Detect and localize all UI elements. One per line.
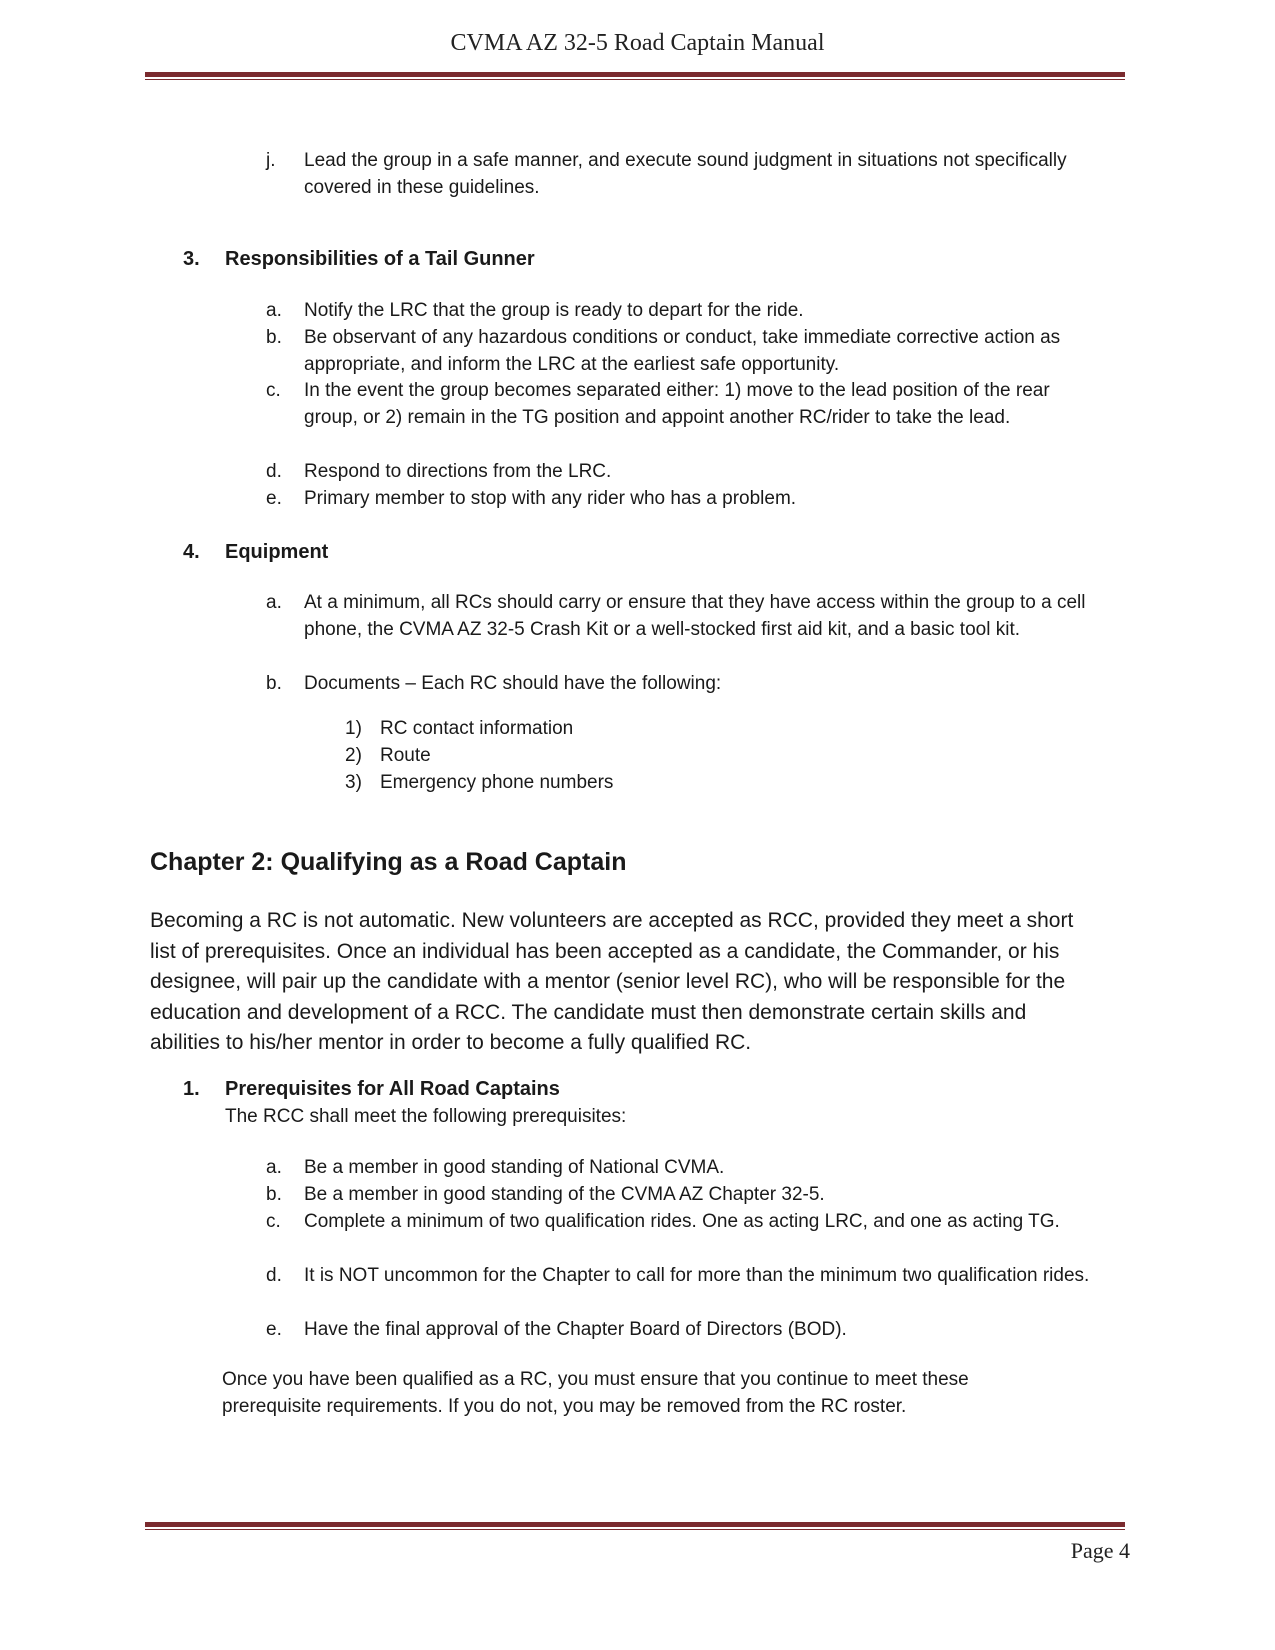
footer-rule: [145, 1522, 1125, 1530]
section-title: Prerequisites for All Road Captains: [225, 1078, 560, 1100]
list-marker: 1): [345, 718, 362, 739]
list-text: Be a member in good standing of National CVMA.: [304, 1157, 725, 1178]
list-text: Documents – Each RC should have the following:: [304, 673, 722, 694]
list-marker: b.: [266, 1184, 282, 1205]
list-marker: a.: [266, 300, 282, 321]
list-text: Complete a minimum of two qualification rides. One as acting LRC, and one as acting TG.: [304, 1211, 1060, 1232]
list-text: Lead the group in a safe manner, and execute sound judgment in situations not specifically covered in these guidelines.: [304, 150, 1067, 198]
list-marker: e.: [266, 1319, 282, 1340]
list-marker: 3): [345, 772, 362, 793]
list-text: Emergency phone numbers: [380, 772, 614, 793]
list-text: Be a member in good standing of the CVMA AZ Chapter 32-5.: [304, 1184, 825, 1205]
list-marker: 2): [345, 745, 362, 766]
section-title: Responsibilities of a Tail Gunner: [225, 248, 535, 270]
section-number: 1.: [183, 1078, 200, 1100]
page-header: CVMA AZ 32-5 Road Captain Manual: [450, 30, 825, 56]
list-text: Notify the LRC that the group is ready to depart for the ride.: [304, 300, 804, 321]
chapter-title: Chapter 2: Qualifying as a Road Captain: [150, 848, 627, 876]
list-text: Have the final approval of the Chapter Board of Directors (BOD).: [304, 1319, 847, 1340]
list-marker: b.: [266, 673, 282, 694]
list-text: In the event the group becomes separated either: 1) move to the lead position of the rear group, or 2) remain in the TG position and appoint another RC/rider to take the lead.: [304, 380, 1050, 428]
section-number: 4.: [183, 541, 200, 563]
list-marker: d.: [266, 1265, 282, 1286]
list-text: Respond to directions from the LRC.: [304, 461, 612, 482]
list-marker: a.: [266, 592, 282, 613]
section-lead: The RCC shall meet the following prerequisites:: [225, 1106, 627, 1127]
list-marker: e.: [266, 488, 282, 509]
list-text: At a minimum, all RCs should carry or ensure that they have access within the group to a cell phone, the CVMA AZ 32-5 Crash Kit or a well-stocked first aid kit, and a basic tool kit.: [304, 592, 1086, 640]
header-rule: [145, 72, 1125, 80]
section-closing: Once you have been qualified as a RC, you must ensure that you continue to meet these prerequisite requirements. If you do not, you may be removed from the RC roster.: [222, 1369, 969, 1417]
list-text: Primary member to stop with any rider who has a problem.: [304, 488, 797, 509]
list-marker: c.: [266, 380, 281, 401]
list-marker: c.: [266, 1211, 281, 1232]
list-marker: a.: [266, 1157, 282, 1178]
list-text: It is NOT uncommon for the Chapter to call for more than the minimum two qualification rides.: [304, 1265, 1090, 1286]
chapter-intro: Becoming a RC is not automatic. New volunteers are accepted as RCC, provided they meet a short list of prerequisites. Once an individual has been accepted as a candidate, the Commander, or his designee, will pair up the candidate with a mentor (senior level RC), who will be responsible for the education and development of a RCC. The candidate must then demonstrate certain skills and abilities to his/her mentor in order to become a fully qualified RC.: [150, 909, 1074, 1054]
list-text: Be observant of any hazardous conditions or conduct, take immediate corrective action as appropriate, and inform the LRC at the earliest safe opportunity.: [304, 327, 1061, 375]
section-title: Equipment: [225, 541, 329, 563]
list-marker: d.: [266, 461, 282, 482]
list-text: RC contact information: [380, 718, 574, 739]
section-number: 3.: [183, 248, 200, 270]
page-number: Page 4: [1070, 1538, 1130, 1563]
list-text: Route: [380, 745, 431, 766]
list-marker: b.: [266, 327, 282, 348]
list-marker: j.: [266, 150, 276, 171]
